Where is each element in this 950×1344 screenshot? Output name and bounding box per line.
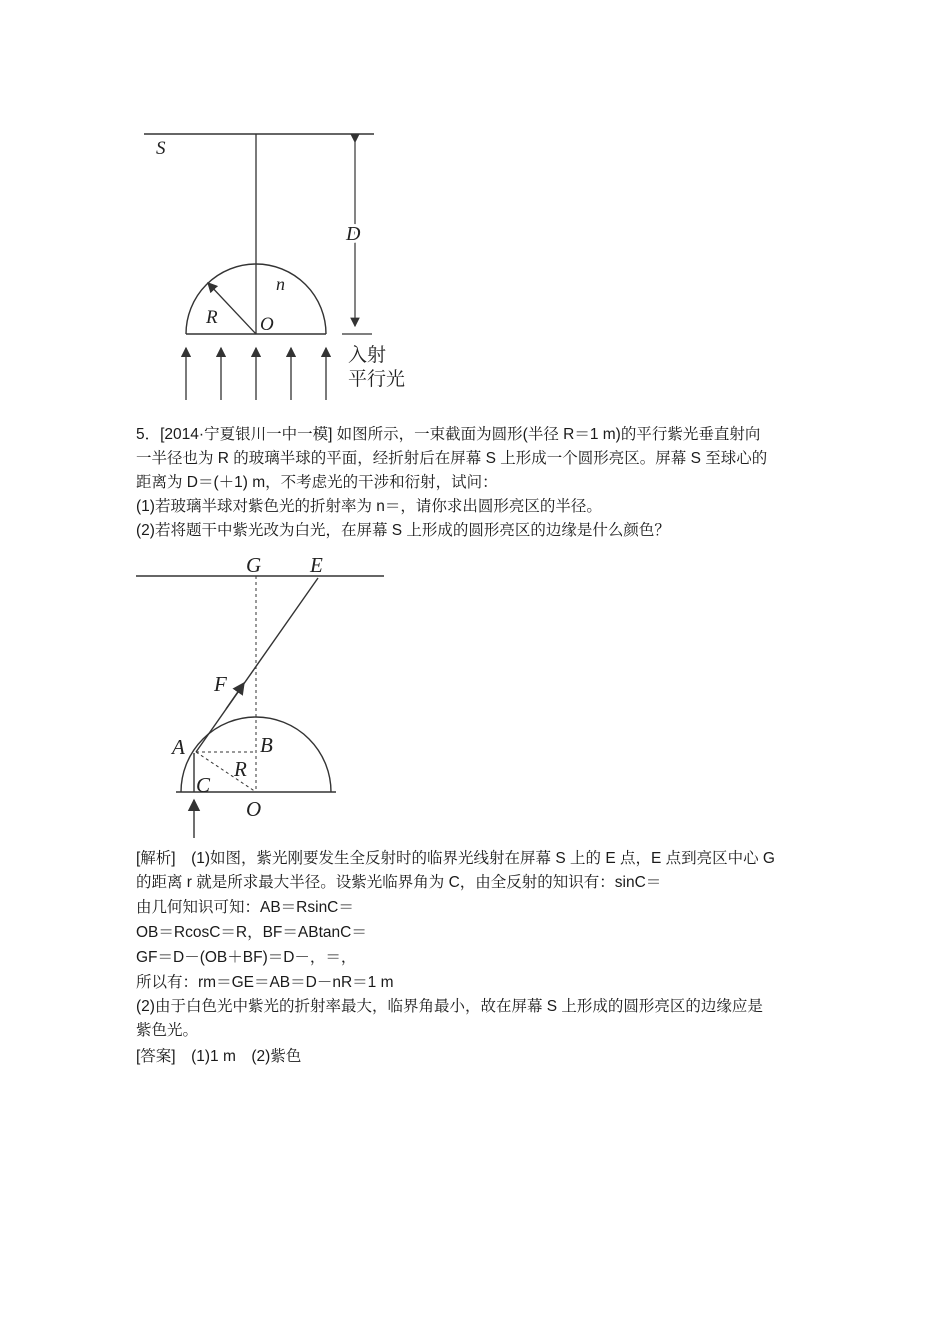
label-d: D: [346, 223, 361, 245]
label-a: A: [172, 735, 185, 759]
solution-line-6: 所以有：rm＝GE＝AB＝D－nR＝1 m: [136, 974, 394, 991]
label-s: S: [156, 138, 166, 159]
problem-line-3: 距离为 D＝(＋1) m，不考虑光的干涉和衍射，试问：: [136, 474, 498, 491]
solution-line-4: OB＝RcosC＝R，BF＝ABtanC＝: [136, 924, 367, 941]
problem-question-2: (2)若将题干中紫光改为白光，在屏幕 S 上形成的圆形亮区的边缘是什么颜色？: [136, 522, 670, 539]
solution-line-5: GF＝D－(OB＋BF)＝D－，＝，: [136, 949, 357, 966]
label-n: n: [276, 274, 285, 294]
label-o: O: [246, 797, 262, 821]
solution-line-3: 由几何知识可知：AB＝RsinC＝: [136, 899, 354, 916]
refracted-ray-arrow: [226, 683, 244, 709]
problem-question-1: (1)若玻璃半球对紫色光的折射率为 n＝，请你求出圆形亮区的半径。: [136, 498, 602, 515]
label-g: G: [246, 553, 262, 577]
refracted-ray: [196, 578, 318, 752]
answer-line: [答案] (1)1 m (2)紫色: [136, 1048, 302, 1065]
incident-rays: [186, 348, 326, 400]
label-c: C: [196, 773, 211, 797]
figure-hemisphere-setup: [130, 120, 430, 410]
problem-line-1: 5．[2014·宁夏银川一中一模] 如图所示，一束截面为圆形(半径 R＝1 m)的平行紫光垂直射向: [136, 426, 761, 443]
solution-line-2: 的距离 r 就是所求最大半径。设紫光临界角为 C，由全反射的知识有：sinC＝: [136, 874, 662, 891]
label-r: R: [206, 307, 218, 328]
label-incident-1: 入射: [348, 344, 387, 366]
label-e: E: [310, 553, 323, 577]
solution-line-1: [解析] (1)如图，紫光刚要发生全反射时的临界光线射在屏幕 S 上的 E 点，E 点到亮区中心 G: [136, 850, 775, 867]
label-b: B: [260, 733, 273, 757]
solution-line-8: 紫色光。: [136, 1022, 199, 1039]
figure-critical-ray: [130, 548, 400, 848]
problem-line-2: 一半径也为 R 的玻璃半球的平面，经折射后在屏幕 S 上形成一个圆形亮区。屏幕 S 至球心的: [136, 450, 768, 467]
label-o: O: [260, 314, 274, 335]
label-r: R: [234, 757, 247, 781]
label-f: F: [214, 672, 227, 696]
solution-line-7: (2)由于白色光中紫光的折射率最大，临界角最小，故在屏幕 S 上形成的圆形亮区的边缘应是: [136, 998, 763, 1015]
label-incident-2: 平行光: [348, 368, 406, 390]
